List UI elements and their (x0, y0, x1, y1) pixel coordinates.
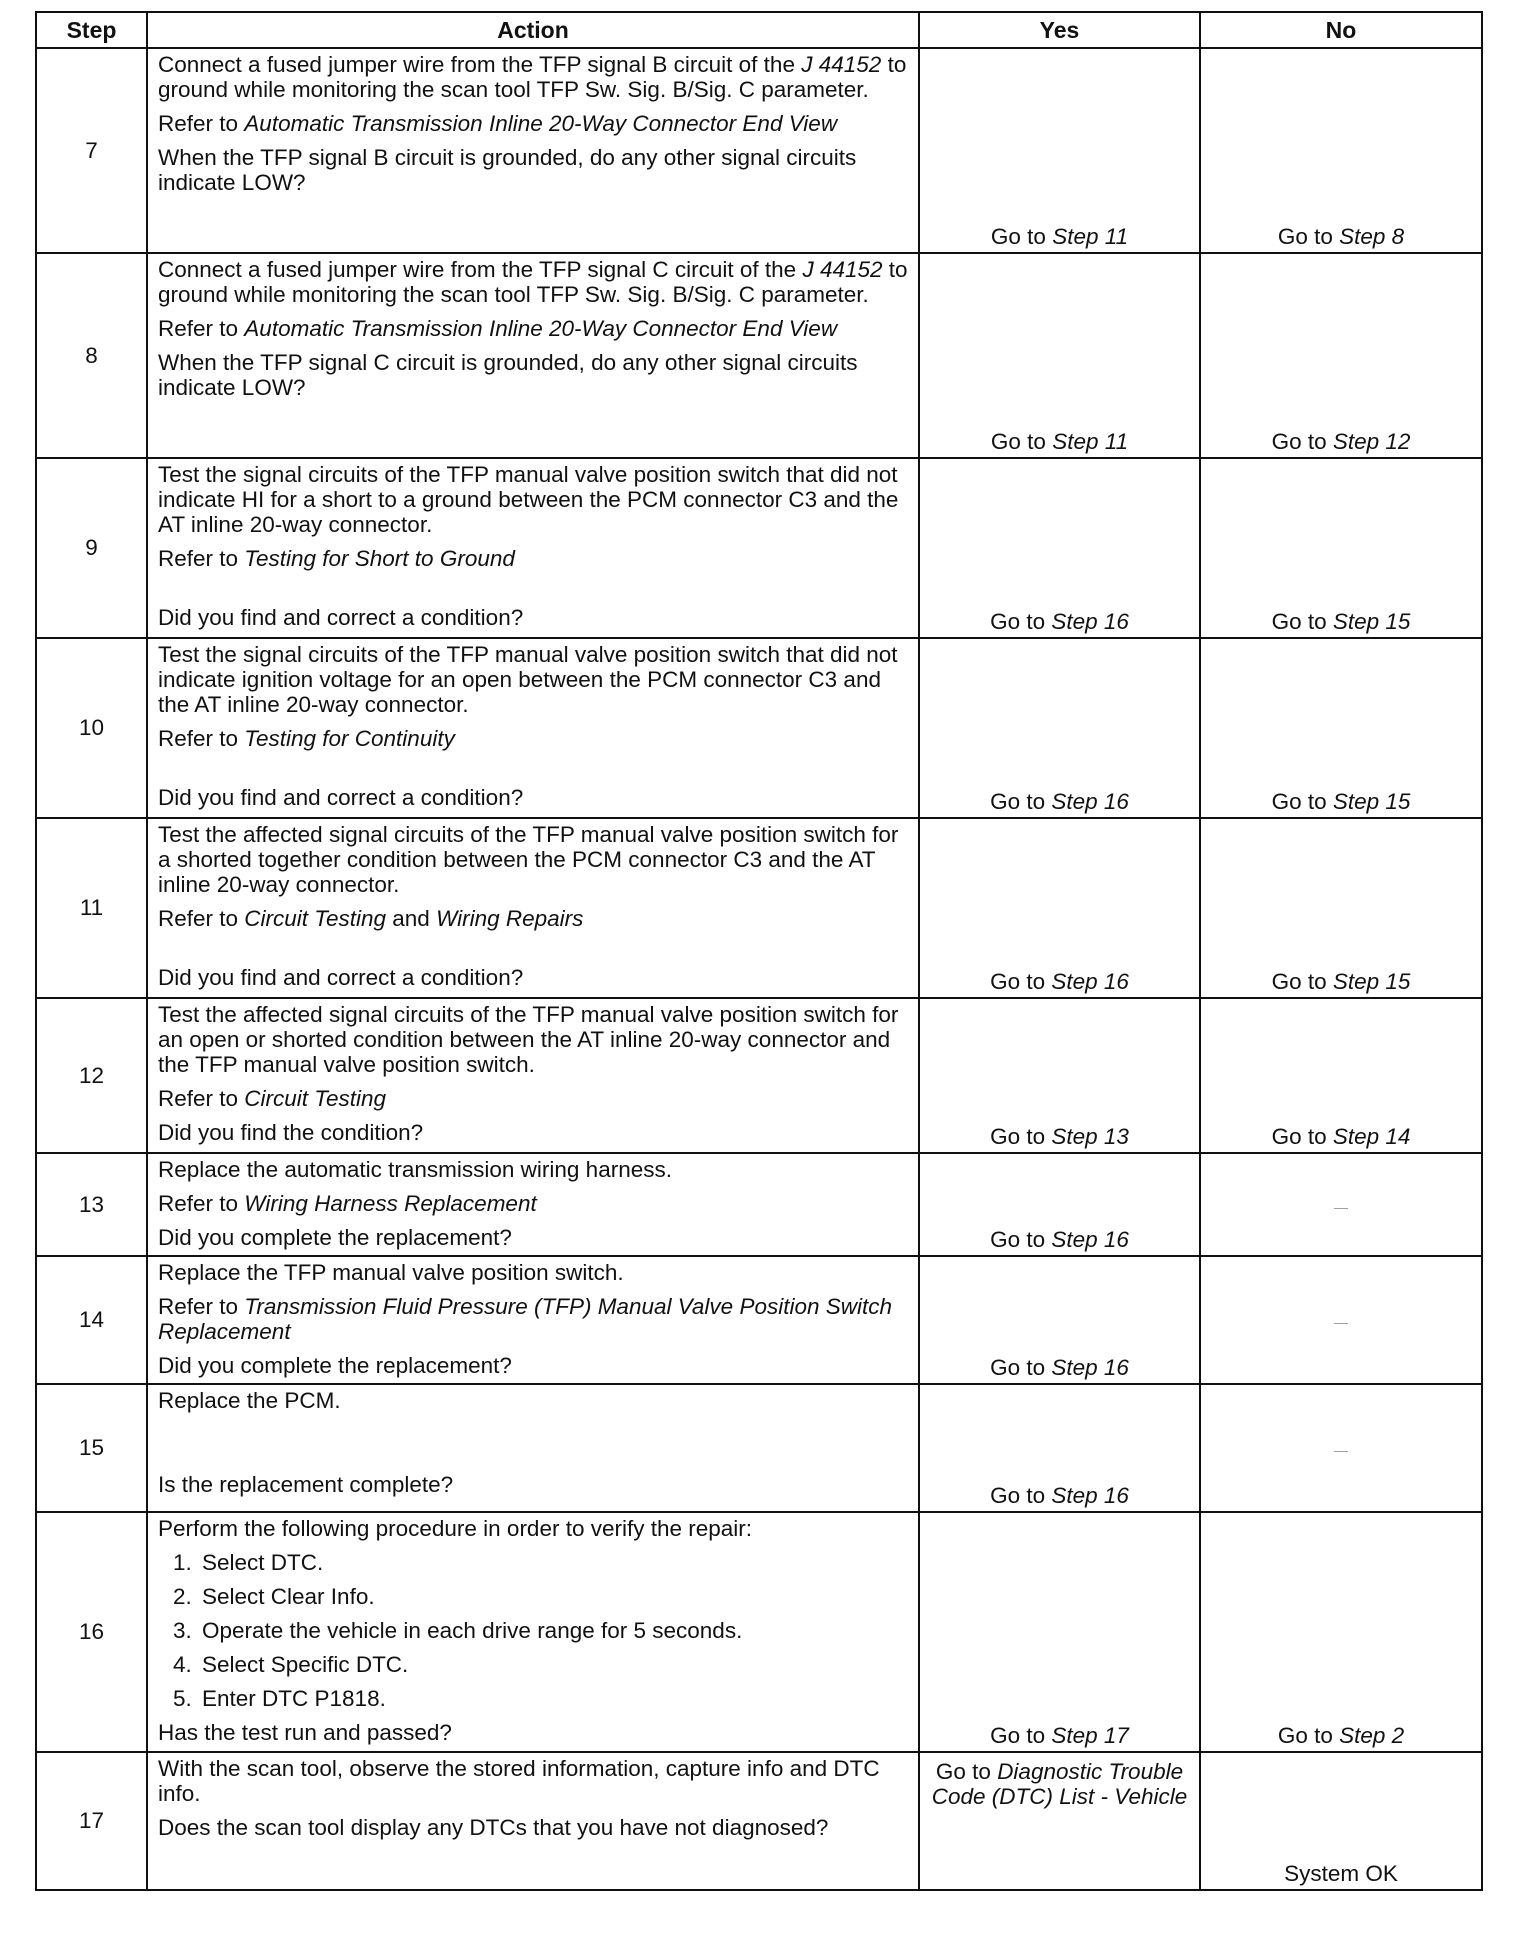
action-intro: Replace the PCM. (158, 1388, 341, 1413)
diagnostic-table (35, 11, 1483, 1891)
yes-step-link[interactable]: Step 16 (1051, 1483, 1129, 1508)
action-cell (147, 1512, 919, 1752)
yes-cell: Go to Step 16 (919, 638, 1200, 818)
no-cell: Go to Step 15 (1200, 638, 1482, 818)
header-action: Action (147, 12, 919, 48)
action-intro: Test the affected signal circuits of the TFP manual valve position switch for an open or shorted condition between the AT inline 20-way connector and the TFP manual valve position switch. (158, 1002, 899, 1077)
reference-link[interactable]: Wiring Harness Replacement (244, 1191, 537, 1216)
table-row (36, 48, 1482, 253)
step-number: 7 (36, 48, 147, 253)
yes-cell: Go to Step 16 (919, 1256, 1200, 1384)
action-question: Did you find and correct a condition? (158, 965, 524, 990)
yes-step-link[interactable]: Diagnostic Trouble Code (DTC) List - Vehicle (931, 1759, 1188, 1809)
action-refer: Refer to Wiring Harness Replacement (158, 1191, 537, 1216)
action-question: When the TFP signal B circuit is grounded, do any other signal circuits indicate LOW? (158, 145, 857, 195)
yes-cell: Go to Step 16 (919, 458, 1200, 638)
action-question: Did you complete the replacement? (158, 1225, 512, 1250)
no-step-link[interactable]: Step 15 (1332, 609, 1411, 634)
reference-link[interactable]: Circuit Testing (244, 1086, 387, 1111)
yes-step-link[interactable]: Step 11 (1052, 224, 1129, 249)
list-item: 5. Enter DTC P1818. (198, 1686, 910, 1711)
action-question: Did you find and correct a condition? (158, 605, 524, 630)
action-refer: Refer to Testing for Short to Ground (158, 546, 515, 571)
reference-link[interactable]: Testing for Short to Ground (244, 546, 515, 571)
table-row (36, 1256, 1482, 1384)
step-number: 11 (36, 818, 147, 998)
action-refer: Refer to Automatic Transmission Inline 20-Way Connector End View (158, 111, 838, 136)
action-cell (147, 818, 919, 998)
list-item: 3. Operate the vehicle in each drive range for 5 seconds. (198, 1618, 910, 1643)
yes-cell: Go to Step 16 (919, 818, 1200, 998)
action-cell (147, 458, 919, 638)
action-intro: Test the signal circuits of the TFP manual valve position switch that did not indicate ignition voltage for an open between the PCM connector C3 and the AT inline 20-way connector. (158, 642, 898, 717)
reference-link[interactable]: Testing for Continuity (244, 726, 455, 751)
action-intro: Test the signal circuits of the TFP manual valve position switch that did not indicate HI for a short to a ground between the PCM connector C3 and the AT inline 20-way connector. (158, 462, 899, 537)
action-question: Has the test run and passed? (158, 1720, 452, 1745)
action-refer: Refer to Circuit Testing (158, 1086, 387, 1111)
action-refer: Refer to Circuit Testing and Wiring Repairs (158, 906, 584, 931)
yes-cell: Go to Step 11 (919, 253, 1200, 458)
action-question: When the TFP signal C circuit is grounded, do any other signal circuits indicate LOW? (158, 350, 858, 400)
no-step-link[interactable]: Step 8 (1339, 224, 1405, 249)
action-question: Does the scan tool display any DTCs that you have not diagnosed? (158, 1815, 829, 1840)
no-cell (1200, 1256, 1482, 1384)
action-refer: Refer to Testing for Continuity (158, 726, 455, 751)
reference-link[interactable]: Automatic Transmission Inline 20-Way Connector End View (244, 316, 838, 341)
no-cell (1200, 1752, 1482, 1890)
tool-ref: J 44152 (801, 52, 882, 77)
yes-step-link[interactable]: Step 13 (1051, 1124, 1129, 1149)
no-cell: Go to Step 12 (1200, 253, 1482, 458)
yes-cell: Go to Step 16 (919, 1384, 1200, 1512)
list-item: 4. Select Specific DTC. (198, 1652, 910, 1677)
no-cell (1200, 1153, 1482, 1256)
table-row (36, 253, 1482, 458)
action-question: Did you find the condition? (158, 1120, 424, 1145)
action-cell (147, 48, 919, 253)
table-row (36, 818, 1482, 998)
header-row (36, 12, 1482, 48)
no-cell: Go to Step 15 (1200, 818, 1482, 998)
action-cell (147, 1384, 919, 1512)
procedure-list (158, 1550, 910, 1711)
dash-mark: — (1334, 1198, 1348, 1215)
yes-step-link[interactable]: Step 16 (1051, 969, 1129, 994)
yes-cell: Go to Step 11 (919, 48, 1200, 253)
action-intro: Test the affected signal circuits of the TFP manual valve position switch for a shorted together condition between the PCM connector C3 and the AT inline 20-way connector. (158, 822, 899, 897)
yes-step-link[interactable]: Step 17 (1051, 1723, 1129, 1748)
action-cell (147, 1752, 919, 1890)
yes-step-link[interactable]: Step 16 (1051, 609, 1129, 634)
step-number: 10 (36, 638, 147, 818)
yes-step-link[interactable]: Step 16 (1051, 1355, 1129, 1380)
action-refer: Refer to Transmission Fluid Pressure (TFP) Manual Valve Position Switch Replacement (158, 1294, 893, 1344)
yes-cell: Go to Step 13 (919, 998, 1200, 1153)
table-row (36, 1512, 1482, 1752)
reference-link[interactable]: Automatic Transmission Inline 20-Way Connector End View (244, 111, 838, 136)
step-number: 15 (36, 1384, 147, 1512)
action-question: Is the replacement complete? (158, 1472, 454, 1497)
action-question: Did you find and correct a condition? (158, 785, 524, 810)
action-intro: With the scan tool, observe the stored information, capture info and DTC info. (158, 1756, 880, 1806)
no-cell (1200, 1384, 1482, 1512)
yes-cell: Go to Diagnostic Trouble Code (DTC) List - Vehicle (919, 1752, 1200, 1890)
no-cell: Go to Step 8 (1200, 48, 1482, 253)
action-refer: Refer to Automatic Transmission Inline 20-Way Connector End View (158, 316, 838, 341)
dash-mark: — (1334, 1314, 1348, 1330)
action-cell (147, 638, 919, 818)
table-row (36, 1153, 1482, 1256)
no-cell: Go to Step 15 (1200, 458, 1482, 638)
action-intro: Connect a fused jumper wire from the TFP signal C circuit of the J 44152 to ground while monitoring the scan tool TFP Sw. Sig. B/Sig. C parameter. (158, 257, 908, 307)
action-cell (147, 998, 919, 1153)
step-number: 14 (36, 1256, 147, 1384)
header-step: Step (36, 12, 147, 48)
no-step-link[interactable]: Step 15 (1332, 969, 1411, 994)
table-row (36, 458, 1482, 638)
dash-mark: — (1334, 1442, 1348, 1458)
step-number: 12 (36, 998, 147, 1153)
reference-link[interactable]: Transmission Fluid Pressure (TFP) Manual Valve Position Switch Replacement (158, 1294, 893, 1344)
action-intro: Perform the following procedure in order to verify the repair: (158, 1516, 753, 1541)
yes-step-link[interactable]: Step 16 (1051, 789, 1129, 814)
list-item: 1. Select DTC. (198, 1550, 910, 1575)
tool-ref: J 44152 (802, 257, 883, 282)
action-cell (147, 1153, 919, 1256)
action-intro: Replace the TFP manual valve position switch. (158, 1260, 624, 1285)
step-number: 8 (36, 253, 147, 458)
reference-link[interactable]: Circuit Testing (244, 906, 387, 931)
yes-cell: Go to Step 17 (919, 1512, 1200, 1752)
action-intro: Replace the automatic transmission wiring harness. (158, 1157, 672, 1182)
reference-link[interactable]: Wiring Repairs (436, 906, 584, 931)
list-item: 2. Select Clear Info. (198, 1584, 910, 1609)
header-yes: Yes (919, 12, 1200, 48)
system-ok-text: System OK (1284, 1861, 1398, 1886)
step-number: 13 (36, 1153, 147, 1256)
step-number: 16 (36, 1512, 147, 1752)
no-step-link[interactable]: Step 14 (1332, 1124, 1411, 1149)
action-intro: Connect a fused jumper wire from the TFP signal B circuit of the J 44152 to ground while monitoring the scan tool TFP Sw. Sig. B/Sig. C parameter. (158, 52, 907, 102)
action-cell (147, 1256, 919, 1384)
action-question: Did you complete the replacement? (158, 1353, 512, 1378)
step-number: 9 (36, 458, 147, 638)
no-cell: Go to Step 2 (1200, 1512, 1482, 1752)
no-step-link[interactable]: Step 15 (1332, 789, 1411, 814)
no-step-link[interactable]: Step 2 (1339, 1723, 1405, 1748)
table-row (36, 1752, 1482, 1890)
no-cell: Go to Step 14 (1200, 998, 1482, 1153)
yes-step-link[interactable]: Step 16 (1051, 1227, 1129, 1252)
step-number: 17 (36, 1752, 147, 1890)
table-row (36, 1384, 1482, 1512)
yes-step-link[interactable]: Step 11 (1052, 429, 1129, 454)
yes-cell: Go to Step 16 (919, 1153, 1200, 1256)
header-no: No (1200, 12, 1482, 48)
table-row (36, 998, 1482, 1153)
no-step-link[interactable]: Step 12 (1332, 429, 1411, 454)
action-cell (147, 253, 919, 458)
table-row (36, 638, 1482, 818)
